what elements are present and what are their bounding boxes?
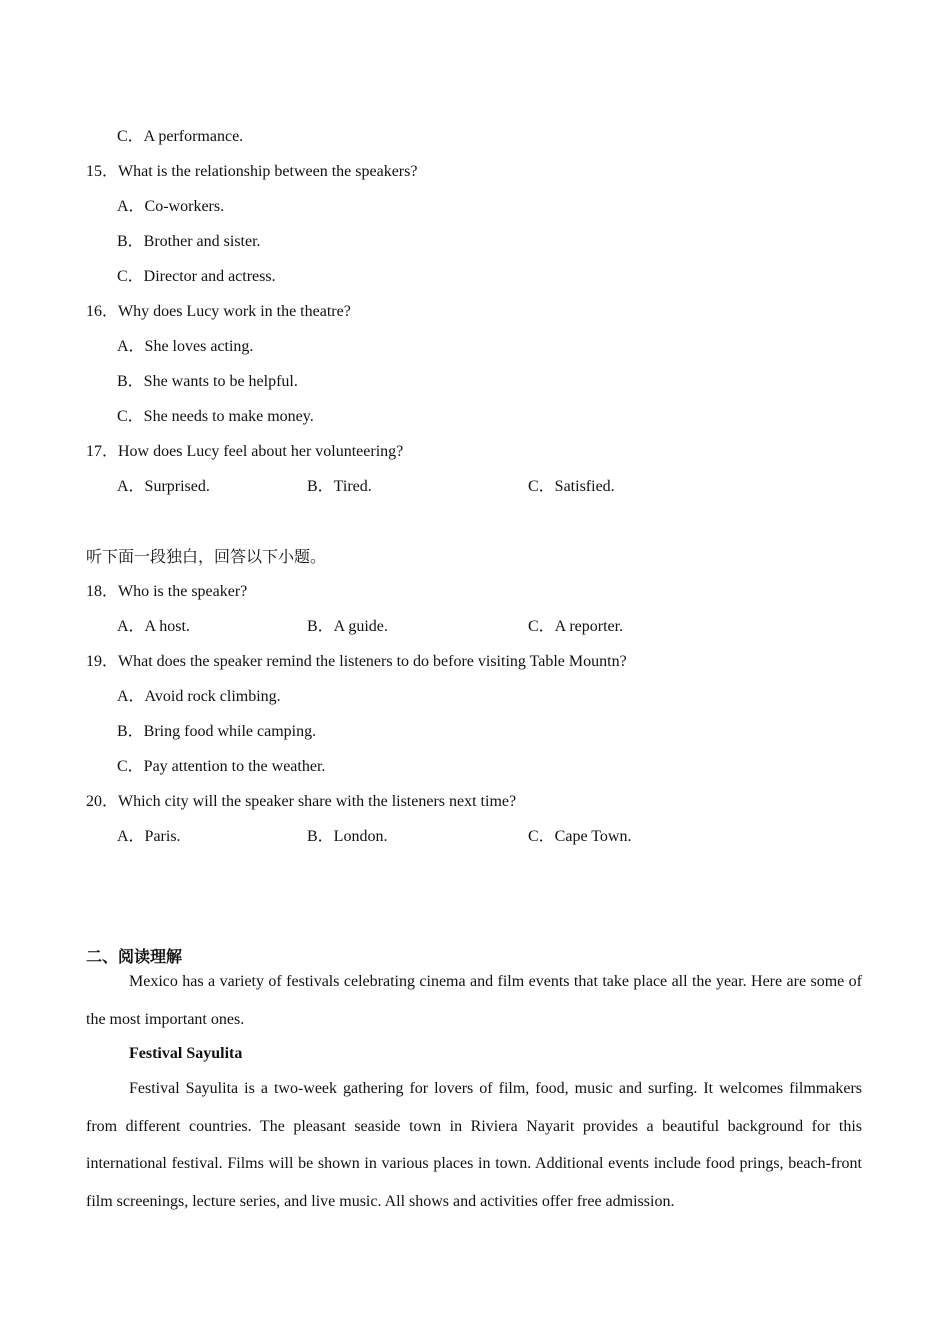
q15-option-a: A．Co-workers. bbox=[117, 198, 225, 215]
festival-title: Festival Sayulita bbox=[129, 1045, 243, 1062]
section-title-reading: 二、阅读理解 bbox=[86, 949, 183, 966]
reading-intro-paragraph: Mexico has a variety of festivals celebrating cinema and film events that take place all the year. Here are some of the most important ones. bbox=[86, 973, 862, 1028]
q17-option-b: B．Tired. bbox=[307, 478, 372, 495]
q20-option-a: A．Paris. bbox=[117, 828, 181, 845]
q18-option-b: B．A guide. bbox=[307, 618, 388, 635]
q18-stem: 18．Who is the speaker? bbox=[86, 583, 248, 600]
q15-stem: 15．What is the relationship between the speakers? bbox=[86, 163, 418, 180]
q16-stem: 16．Why does Lucy work in the theatre? bbox=[86, 303, 351, 320]
q20-option-c: C．Cape Town. bbox=[528, 828, 632, 845]
q19-option-c: C．Pay attention to the weather. bbox=[117, 758, 326, 775]
q19-stem: 19．What does the speaker remind the listeners to do before visiting Table Mountn? bbox=[86, 653, 627, 670]
q17-option-c: C．Satisfied. bbox=[528, 478, 615, 495]
festival-paragraph: Festival Sayulita is a two-week gathering for lovers of film, food, music and surfing. It welcomes filmmakers from different countries. The pleasant seaside town in Riviera Nayarit provides a beautiful background for this international festival. Films will be shown in various places in town. Additional events include food prings, beach-front film screenings, lecture series, and live music. All shows and activities offer free admission. bbox=[86, 1080, 862, 1210]
q18-option-c: C．A reporter. bbox=[528, 618, 624, 635]
q20-stem: 20．Which city will the speaker share with the listeners next time? bbox=[86, 793, 517, 810]
q20-option-b: B．London. bbox=[307, 828, 388, 845]
q18-option-a: A．A host. bbox=[117, 618, 190, 635]
q17-stem: 17．How does Lucy feel about her volunteering? bbox=[86, 443, 404, 460]
q19-option-a: A．Avoid rock climbing. bbox=[117, 688, 281, 705]
q15-option-c: C．Director and actress. bbox=[117, 268, 276, 285]
q17-option-a: A．Surprised. bbox=[117, 478, 210, 495]
q16-option-c: C．She needs to make money. bbox=[117, 408, 314, 425]
q14-option-c: C．A performance. bbox=[117, 128, 244, 145]
monologue-instruction: 听下面一段独白，回答以下小题。 bbox=[86, 549, 327, 566]
q15-option-b: B．Brother and sister. bbox=[117, 233, 261, 250]
q16-option-b: B．She wants to be helpful. bbox=[117, 373, 298, 390]
q16-option-a: A．She loves acting. bbox=[117, 338, 254, 355]
q19-option-b: B．Bring food while camping. bbox=[117, 723, 317, 740]
